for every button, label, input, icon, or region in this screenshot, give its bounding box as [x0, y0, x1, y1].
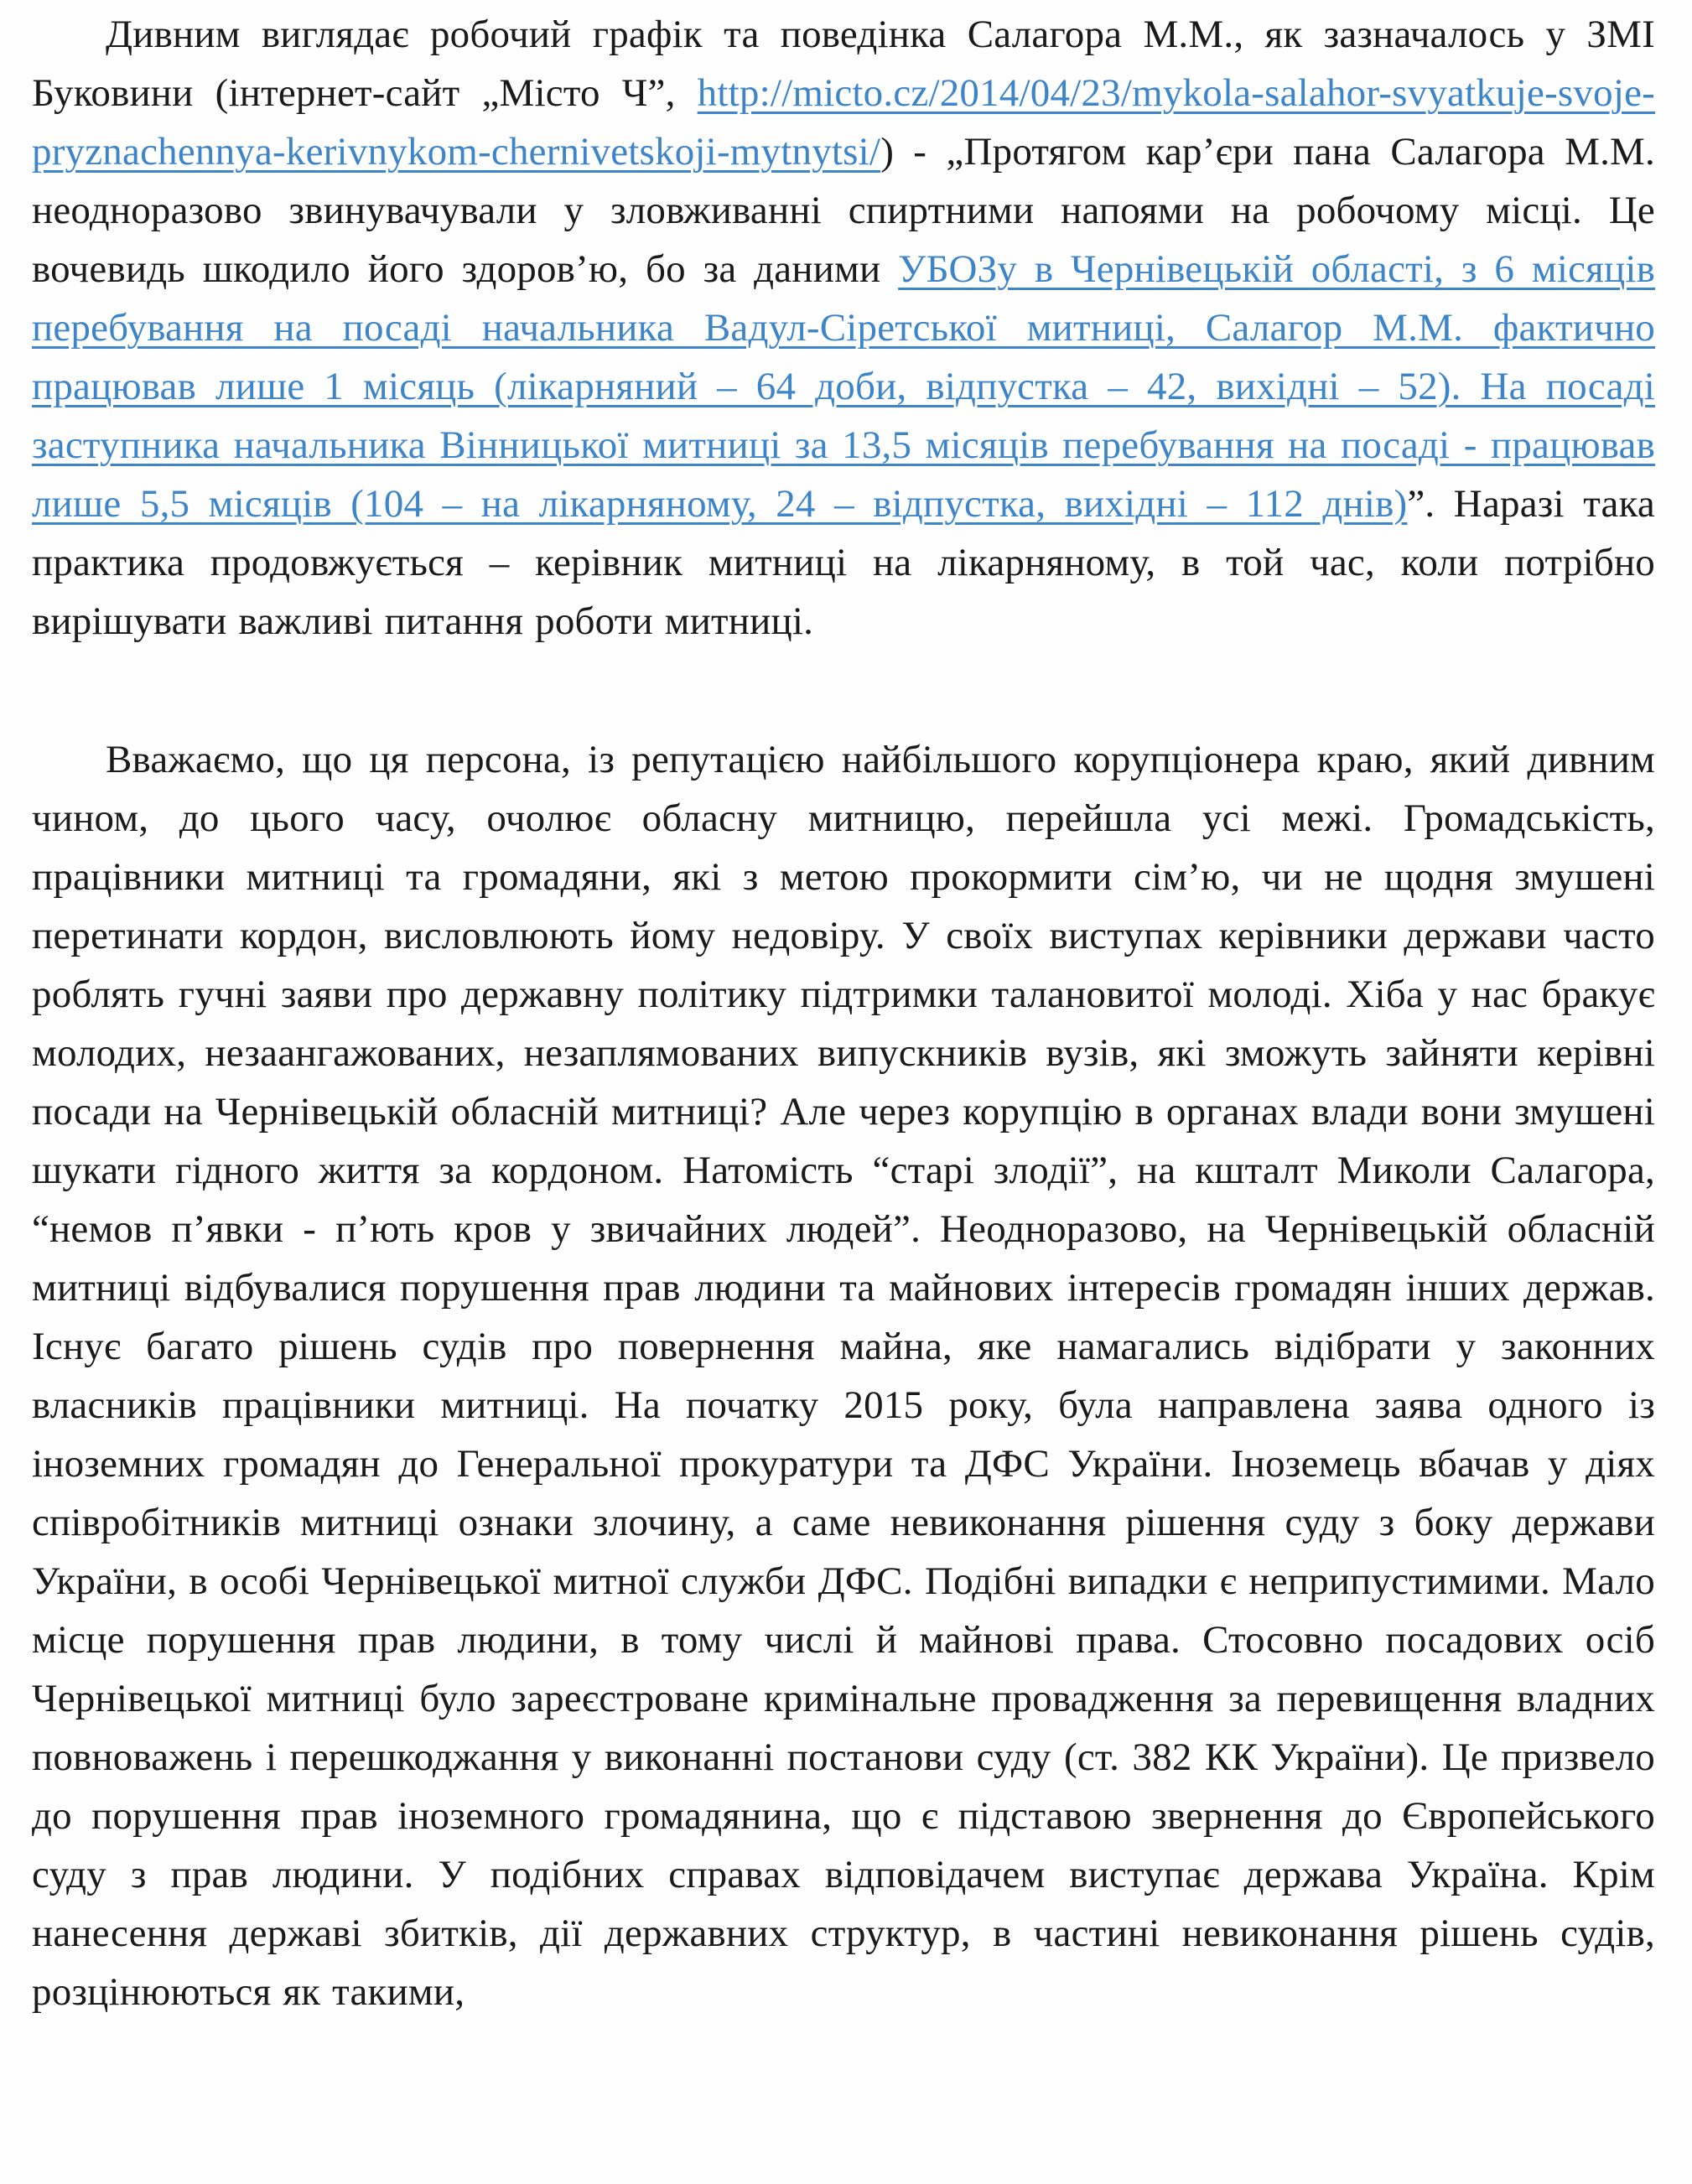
quoted-statistics-link[interactable]: УБОЗу в Чернівецькій області, з 6 місяців перебування на посаді начальника Вадул-Сіретської митниці, Салагор М.М. фактично працював лише 1 місяць (лікарняний – 64 доби, відпустка – 42, вихідні – 52). На посаді заступника начальника Вінницької митниці за 13,5 місяців перебування на посаді - працював лише 5,5 місяців (104 – на лікарняному, 24 – відпустка, вихідні – 112 днів): [32, 247, 1655, 526]
paragraph-2: [32, 730, 1655, 2021]
article-url-link[interactable]: http://micto.cz/2014/04/23/mykola-salahor-svyatkuje-svoje-pryznachennya-kerivnykom-chernivetskoji-mytnytsi/: [32, 71, 1655, 174]
text-segment: ”. Наразі така практика продовжується – керівник митниці на лікарняному, в той час, коли потрібно вирішувати важливі питання роботи митниці.: [32, 482, 1655, 643]
paragraph-1: [32, 5, 1655, 651]
text-segment: Дивним виглядає робочий графік та поведінка Салагора М.М., як зазначалось у ЗМІ Буковини (інтернет-сайт „Місто Ч”,: [32, 13, 1655, 115]
text-segment: ) - „Протягом кар’єри пана Салагора М.М. неодноразово звинувачували у зловживанні спиртними напоями на робочому місці. Це вочевидь шкодило його здоров’ю, бо за даними: [32, 130, 1655, 291]
text-segment: Вважаємо, що ця персона, із репутацією найбільшого корупціонера краю, який дивним чином, до цього часу, очолює обласну митницю, перейшла усі межі. Громадськість, працівники митниці та громадяни, які з метою прокормити сім’ю, чи не щодня змушені перетинати кордон, висловлюють йому недовіру. У своїх виступах керівники держави часто роблять гучні заяви про державну політику підтримки талановитої молоді. Хіба у нас бракує молодих, незаангажованих, незаплямованих випускників вузів, які зможуть зайняти керівні посади на Чернівецькій обласній митниці? Але через корупцію в органах влади вони змушені шукати гідного життя за кордоном. Натомість “старі злодії”, на кшталт Миколи Салагора, “немов п’явки - п’ють кров у звичайних людей”. Неодноразово, на Чернівецькій обласній митниці відбувалися порушення прав людини та майнових інтересів громадян інших держав. Існує багато рішень судів про повернення майна, яке намагались відібрати у законних власників працівники митниці. На початку 2015 року, була направлена заява одного із іноземних громадян до Генеральної прокуратури та ДФС України. Іноземець вбачав у діях співробітників митниці ознаки злочину, а саме невиконання рішення суду з боку держави України, в особі Чернівецької митної служби ДФС. Подібні випадки є неприпустимими. Мало місце порушення прав людини, в тому числі й майнові права. Стосовно посадових осіб Чернівецької митниці було зареєстроване кримінальне провадження за перевищення владних повноважень і перешкоджання у виконанні постанови суду (ст. 382 КК України). Це призвело до порушення прав іноземного громадянина, що є підставою звернення до Європейського суду з прав людини. У подібних справах відповідачем виступає держава Україна. Крім нанесення державі збитків, дії державних структур, в частині невиконання рішень судів, розцінюються як такими,: [32, 738, 1655, 2014]
